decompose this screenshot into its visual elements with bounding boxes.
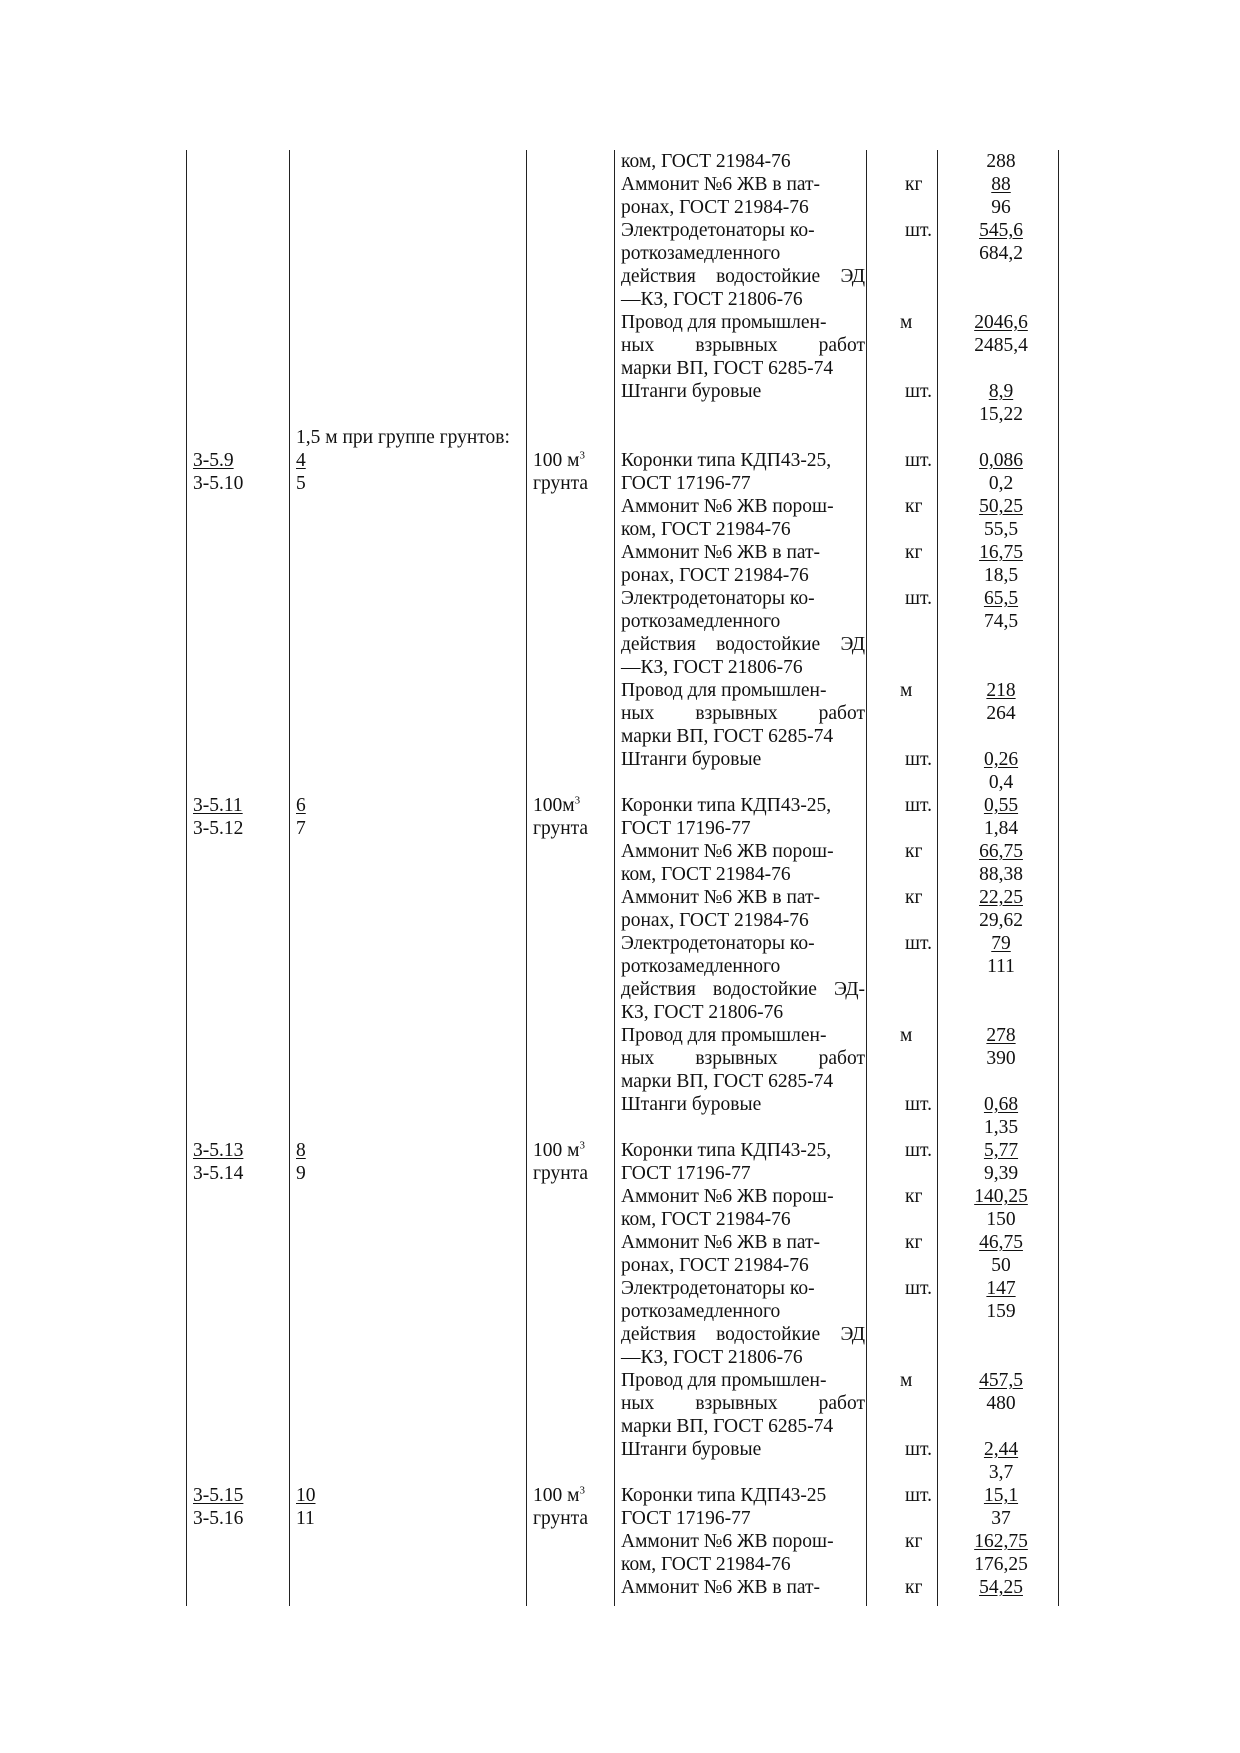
material-line: Провод для промышлен-	[621, 312, 827, 333]
material-unit: шт.	[905, 1485, 932, 1506]
unit-label: $100м^3$	[533, 794, 581, 816]
material-line: ГОСТ 17196-77	[621, 1508, 751, 1529]
norm-value: 96	[991, 197, 1011, 218]
unit-label-2: грунта	[533, 1508, 589, 1529]
material-unit: шт.	[905, 588, 932, 609]
material-unit: кг	[905, 1577, 923, 1598]
material-line: ком, ГОСТ 21984-76	[621, 151, 791, 172]
material-unit: м	[900, 1370, 913, 1391]
material-line: ком, ГОСТ 21984-76	[621, 1554, 791, 1575]
material-line: ных взрывных работ	[621, 335, 865, 356]
material-line: ронах, ГОСТ 21984-76	[621, 197, 809, 218]
material-unit: кг	[905, 1531, 923, 1552]
material-unit: шт.	[905, 795, 932, 816]
material-line: Аммонит №6 ЖВ порош-	[621, 496, 834, 517]
norm-value: 278	[986, 1025, 1016, 1046]
material-unit: кг	[905, 496, 923, 517]
norm-value: 218	[986, 680, 1016, 701]
material-line: роткозамедленного	[621, 956, 781, 977]
norm-value: 18,5	[983, 565, 1019, 586]
material-line: ком, ГОСТ 21984-76	[621, 1209, 791, 1230]
norm-value: 5,77	[983, 1140, 1019, 1161]
norm-value: 37	[991, 1508, 1011, 1529]
material-line: ронах, ГОСТ 21984-76	[621, 565, 809, 586]
norm-value: 46,75	[979, 1232, 1023, 1253]
material-line: Аммонит №6 ЖВ в пат-	[621, 542, 821, 563]
norm-value: 29,62	[979, 910, 1023, 931]
material-unit: шт.	[905, 749, 932, 770]
material-unit: м	[900, 312, 913, 333]
column-divider	[937, 150, 938, 1606]
material-line: марки ВП, ГОСТ 6285-74	[621, 1416, 834, 1437]
material-line: ронах, ГОСТ 21984-76	[621, 1255, 809, 1276]
material-line: Провод для промышлен-	[621, 1025, 827, 1046]
code-link[interactable]: 3-5.15	[193, 1485, 244, 1506]
column-divider	[866, 150, 867, 1606]
norm-value: 0,086	[979, 450, 1023, 471]
material-unit: кг	[905, 841, 923, 862]
unit-label: 100 $м^3$	[533, 1139, 585, 1161]
material-unit: шт.	[905, 1140, 932, 1161]
norm-value: 2485,4	[974, 335, 1028, 356]
unit-label: 100 $м^3$	[533, 1484, 585, 1506]
material-line: ком, ГОСТ 21984-76	[621, 519, 791, 540]
material-line: Провод для промышлен-	[621, 1370, 827, 1391]
material-line: Электродетонаторы ко-	[621, 933, 815, 954]
material-line: ных взрывных работ	[621, 1048, 865, 1069]
material-line: роткозамедленного	[621, 611, 781, 632]
material-unit: шт.	[905, 450, 932, 471]
norm-value: 684,2	[979, 243, 1023, 264]
norm-value: 0,68	[983, 1094, 1019, 1115]
soil-group: 6	[296, 795, 306, 816]
material-line: Электродетонаторы ко-	[621, 220, 815, 241]
material-unit: шт.	[905, 1094, 932, 1115]
column-divider	[526, 150, 527, 1606]
material-line: роткозамедленного	[621, 1301, 781, 1322]
material-line: Штанги буровые	[621, 749, 762, 770]
material-line: Аммонит №6 ЖВ порош-	[621, 841, 834, 862]
norm-value: 0,2	[988, 473, 1014, 494]
material-line: Аммонит №6 ЖВ в пат-	[621, 174, 821, 195]
norm-value: 3,7	[988, 1462, 1014, 1483]
norm-value: 2,44	[983, 1439, 1019, 1460]
code: 3-5.10	[193, 473, 244, 494]
material-line: КЗ, ГОСТ 21806-76	[621, 1002, 784, 1023]
norm-value: 147	[986, 1278, 1016, 1299]
norm-value: 8,9	[988, 381, 1014, 402]
unit-label-2: грунта	[533, 818, 589, 839]
material-line: Коронки типа КДП43-25,	[621, 795, 832, 816]
material-unit: шт.	[905, 933, 932, 954]
soil-group: 9	[296, 1163, 306, 1184]
code-link[interactable]: 3-5.11	[193, 795, 243, 816]
soil-group: 11	[296, 1508, 315, 1529]
material-line: роткозамедленного	[621, 243, 781, 264]
norm-value: 480	[986, 1393, 1016, 1414]
material-line: Аммонит №6 ЖВ в пат-	[621, 887, 821, 908]
material-line: ком, ГОСТ 21984-76	[621, 864, 791, 885]
norm-value: 65,5	[983, 588, 1019, 609]
soil-group: 8	[296, 1140, 306, 1161]
material-line: ГОСТ 17196-77	[621, 818, 751, 839]
norm-value: 390	[986, 1048, 1016, 1069]
table-border-left	[186, 150, 187, 1606]
norm-value: 79	[991, 933, 1011, 954]
material-line: —КЗ, ГОСТ 21806-76	[621, 289, 803, 310]
norm-value: 15,22	[979, 404, 1023, 425]
material-unit: шт.	[905, 1439, 932, 1460]
material-unit: кг	[905, 542, 923, 563]
material-line: Аммонит №6 ЖВ порош-	[621, 1186, 834, 1207]
norm-value: 9,39	[983, 1163, 1019, 1184]
norm-value: 15,1	[983, 1485, 1019, 1506]
material-unit: кг	[905, 1232, 923, 1253]
material-line: Электродетонаторы ко-	[621, 588, 815, 609]
code: 3-5.16	[193, 1508, 244, 1529]
material-unit: м	[900, 680, 913, 701]
unit-label: 100 $м^3$	[533, 449, 585, 471]
norm-value: 22,25	[979, 887, 1023, 908]
soil-group: 7	[296, 818, 306, 839]
norm-value: 50	[991, 1255, 1011, 1276]
soil-group: 10	[296, 1485, 316, 1506]
code-link[interactable]: 3-5.13	[193, 1140, 244, 1161]
norm-value: 150	[986, 1209, 1016, 1230]
material-unit: кг	[905, 887, 923, 908]
material-unit: шт.	[905, 1278, 932, 1299]
material-unit: кг	[905, 174, 923, 195]
norm-value: 55,5	[983, 519, 1019, 540]
material-line: Штанги буровые	[621, 1439, 762, 1460]
unit-label-2: грунта	[533, 473, 589, 494]
material-line: Аммонит №6 ЖВ в пат-	[621, 1577, 821, 1598]
column-divider	[614, 150, 615, 1606]
soil-group: 4	[296, 450, 306, 471]
material-line: Аммонит №6 ЖВ порош-	[621, 1531, 834, 1552]
material-line: ных взрывных работ	[621, 1393, 865, 1414]
norm-value: 457,5	[979, 1370, 1023, 1391]
material-line: ронах, ГОСТ 21984-76	[621, 910, 809, 931]
material-line: ГОСТ 17196-77	[621, 1163, 751, 1184]
material-line: марки ВП, ГОСТ 6285-74	[621, 1071, 834, 1092]
norm-value: 176,25	[974, 1554, 1028, 1575]
norm-value: 111	[987, 956, 1015, 977]
norm-value: 140,25	[974, 1186, 1028, 1207]
material-line: действия водостойкие ЭД	[621, 266, 865, 287]
material-line: —КЗ, ГОСТ 21806-76	[621, 657, 803, 678]
norm-value: 16,75	[979, 542, 1023, 563]
material-line: действия водостойкие ЭД	[621, 634, 865, 655]
material-line: марки ВП, ГОСТ 6285-74	[621, 726, 834, 747]
norm-value: 1,35	[983, 1117, 1019, 1138]
norm-value: 74,5	[983, 611, 1019, 632]
norm-value: 88	[991, 174, 1011, 195]
material-line: Коронки типа КДП43-25,	[621, 450, 832, 471]
soil-group: 5	[296, 473, 306, 494]
norm-value: 2046,6	[974, 312, 1028, 333]
column-divider	[289, 150, 290, 1606]
norm-value: 288	[986, 151, 1016, 172]
material-line: действия водостойкие ЭД-	[621, 979, 865, 1000]
material-unit: кг	[905, 1186, 923, 1207]
material-line: Аммонит №6 ЖВ в пат-	[621, 1232, 821, 1253]
norm-value: 54,25	[979, 1577, 1023, 1598]
unit-label-2: грунта	[533, 1163, 589, 1184]
code: 3-5.14	[193, 1163, 244, 1184]
norm-value: 50,25	[979, 496, 1023, 517]
material-line: —КЗ, ГОСТ 21806-76	[621, 1347, 803, 1368]
material-unit: шт.	[905, 381, 932, 402]
code-link[interactable]: 3-5.9	[193, 450, 234, 471]
material-line: ГОСТ 17196-77	[621, 473, 751, 494]
norm-value: 0,55	[983, 795, 1019, 816]
norm-value: 88,38	[979, 864, 1023, 885]
norm-value: 545,6	[979, 220, 1023, 241]
material-line: Штанги буровые	[621, 1094, 762, 1115]
material-line: Штанги буровые	[621, 381, 762, 402]
norm-value: 66,75	[979, 841, 1023, 862]
norm-value: 1,84	[983, 818, 1019, 839]
material-line: ных взрывных работ	[621, 703, 865, 724]
norm-value: 0,4	[988, 772, 1014, 793]
material-line: действия водостойкие ЭД	[621, 1324, 865, 1345]
material-line: марки ВП, ГОСТ 6285-74	[621, 358, 834, 379]
material-line: Электродетонаторы ко-	[621, 1278, 815, 1299]
material-line: Провод для промышлен-	[621, 680, 827, 701]
norm-value: 159	[986, 1301, 1016, 1322]
material-line: Коронки типа КДП43-25	[621, 1485, 827, 1506]
material-line: Коронки типа КДП43-25,	[621, 1140, 832, 1161]
material-unit: шт.	[905, 220, 932, 241]
norm-value: 162,75	[974, 1531, 1028, 1552]
norm-value: 0,26	[983, 749, 1019, 770]
code: 3-5.12	[193, 818, 244, 839]
condition-note: 1,5 м при группе грунтов:	[296, 427, 510, 448]
norm-value: 264	[986, 703, 1016, 724]
material-unit: м	[900, 1025, 913, 1046]
